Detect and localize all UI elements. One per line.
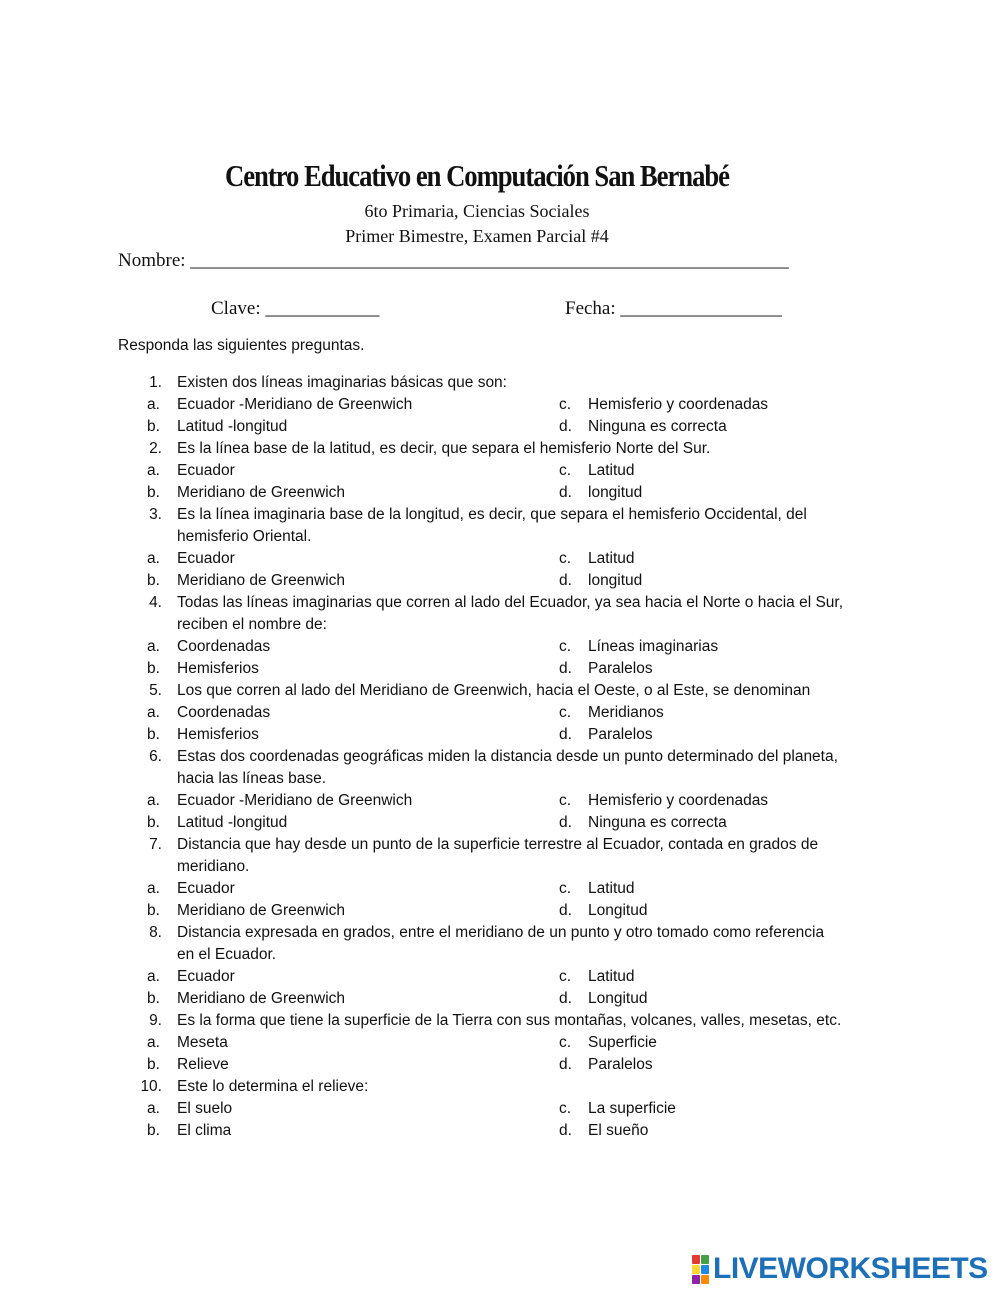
question-row [0, 834, 1000, 856]
option-row [0, 482, 1000, 504]
question-list [0, 372, 1000, 1142]
option-letter-d: d. [559, 990, 572, 1007]
question-number: 8. [149, 924, 162, 941]
option-letter-d: d. [559, 814, 572, 831]
question-row [0, 1076, 1000, 1098]
liveworksheets-icon [692, 1255, 709, 1284]
question-text: Es la línea imaginaria base de la longitud, es decir, que separa el hemisferio Occidental, del [177, 506, 807, 523]
answer-option-c[interactable]: Hemisferio y coordenadas [588, 396, 769, 413]
instructions: Responda las siguientes preguntas. [118, 337, 365, 354]
option-row [0, 1120, 1000, 1142]
option-row [0, 724, 1000, 746]
question-row [0, 1010, 1000, 1032]
answer-option-c[interactable]: Superficie [588, 1034, 657, 1051]
answer-option-c[interactable]: La superficie [588, 1100, 676, 1117]
option-row [0, 790, 1000, 812]
option-letter-c: c. [559, 880, 572, 897]
answer-option-a[interactable]: Meseta [177, 1034, 228, 1051]
question-row [0, 922, 1000, 944]
question-text-continued [0, 856, 1000, 878]
question-number: 10. [140, 1078, 162, 1095]
answer-option-b[interactable]: Meridiano de Greenwich [177, 902, 346, 919]
option-letter-d: d. [559, 1056, 572, 1073]
option-letter-d: d. [559, 1122, 572, 1139]
name-field[interactable]: Nombre: _______________________________________________________________ [118, 250, 789, 271]
option-letter-b: b. [147, 1122, 160, 1139]
answer-option-d[interactable]: Ninguna es correcta [588, 814, 727, 831]
option-row [0, 702, 1000, 724]
option-letter-d: d. [559, 484, 572, 501]
question-number: 3. [149, 506, 162, 523]
question-row [0, 372, 1000, 394]
option-letter-d: d. [559, 572, 572, 589]
answer-option-d[interactable]: longitud [588, 484, 643, 501]
answer-option-d[interactable]: Longitud [588, 990, 648, 1007]
option-letter-c: c. [559, 550, 572, 567]
question-text: Estas dos coordenadas geográficas miden la distancia desde un punto determinado del planeta, [177, 748, 838, 765]
answer-option-a[interactable]: Ecuador [177, 550, 235, 567]
option-row [0, 548, 1000, 570]
question-text: Es la forma que tiene la superficie de la Tierra con sus montañas, volcanes, valles, mesetas, etc. [177, 1012, 842, 1029]
question-text: reciben el nombre de: [177, 616, 327, 633]
option-letter-c: c. [559, 396, 572, 413]
option-letter-a: a. [147, 638, 160, 655]
brand-icon-tile [692, 1265, 700, 1274]
question-text: Los que corren al lado del Meridiano de Greenwich, hacia el Oeste, o al Este, se denominan [177, 682, 811, 699]
option-letter-a: a. [147, 396, 160, 413]
answer-option-c[interactable]: Meridianos [588, 704, 664, 721]
option-row [0, 416, 1000, 438]
answer-option-a[interactable]: Ecuador -Meridiano de Greenwich [177, 792, 413, 809]
option-letter-c: c. [559, 462, 572, 479]
key-field[interactable]: Clave: ____________ [211, 298, 380, 319]
option-row [0, 988, 1000, 1010]
question-text: hemisferio Oriental. [177, 528, 312, 545]
option-letter-a: a. [147, 968, 160, 985]
question-number: 4. [149, 594, 162, 611]
answer-option-a[interactable]: El suelo [177, 1100, 233, 1117]
option-letter-a: a. [147, 704, 160, 721]
option-letter-b: b. [147, 990, 160, 1007]
answer-option-b[interactable]: Meridiano de Greenwich [177, 484, 346, 501]
answer-option-d[interactable]: Ninguna es correcta [588, 418, 727, 435]
answer-option-b[interactable]: Latitud -longitud [177, 418, 288, 435]
brand-icon-tile [692, 1275, 700, 1284]
option-letter-d: d. [559, 418, 572, 435]
question-text-continued [0, 526, 1000, 548]
question-row [0, 504, 1000, 526]
answer-option-c[interactable]: Latitud [588, 880, 635, 897]
option-letter-b: b. [147, 1056, 160, 1073]
question-number: 5. [149, 682, 162, 699]
option-letter-c: c. [559, 1034, 572, 1051]
option-letter-d: d. [559, 902, 572, 919]
question-number: 2. [149, 440, 162, 457]
option-row [0, 570, 1000, 592]
option-row [0, 658, 1000, 680]
option-letter-c: c. [559, 704, 572, 721]
answer-option-a[interactable]: Ecuador -Meridiano de Greenwich [177, 396, 413, 413]
option-letter-c: c. [559, 638, 572, 655]
brand-icon-tile [692, 1255, 700, 1264]
answer-option-d[interactable]: Paralelos [588, 1056, 653, 1073]
option-letter-b: b. [147, 660, 160, 677]
option-letter-a: a. [147, 1100, 160, 1117]
option-letter-a: a. [147, 550, 160, 567]
option-letter-d: d. [559, 660, 572, 677]
option-letter-c: c. [559, 1100, 572, 1117]
question-number: 9. [149, 1012, 162, 1029]
answer-option-a[interactable]: Ecuador [177, 462, 235, 479]
answer-option-b[interactable]: El clima [177, 1122, 232, 1139]
option-letter-a: a. [147, 792, 160, 809]
brand-icon-tile [701, 1275, 709, 1284]
school-title: Centro Educativo en Computación San Bernabé [225, 158, 729, 193]
answer-option-b[interactable]: Latitud -longitud [177, 814, 288, 831]
option-row [0, 878, 1000, 900]
question-text: en el Ecuador. [177, 946, 277, 963]
question-number: 6. [149, 748, 162, 765]
question-row [0, 592, 1000, 614]
answer-option-c[interactable]: Latitud [588, 550, 635, 567]
option-letter-a: a. [147, 1034, 160, 1051]
option-letter-c: c. [559, 792, 572, 809]
option-row [0, 460, 1000, 482]
question-row [0, 746, 1000, 768]
answer-option-b[interactable]: Meridiano de Greenwich [177, 990, 346, 1007]
answer-option-c[interactable]: Líneas imaginarias [588, 638, 719, 655]
question-text: Distancia que hay desde un punto de la superficie terrestre al Ecuador, contada en grados de [177, 836, 819, 853]
option-letter-c: c. [559, 968, 572, 985]
question-row [0, 680, 1000, 702]
answer-option-a[interactable]: Coordenadas [177, 704, 271, 721]
option-letter-a: a. [147, 462, 160, 479]
option-letter-b: b. [147, 484, 160, 501]
answer-option-a[interactable]: Coordenadas [177, 638, 271, 655]
answer-option-d[interactable]: Paralelos [588, 726, 653, 743]
question-text-continued [0, 944, 1000, 966]
option-letter-b: b. [147, 814, 160, 831]
answer-option-a[interactable]: Ecuador [177, 880, 235, 897]
question-text: Este lo determina el relieve: [177, 1078, 369, 1095]
question-text: Todas las líneas imaginarias que corren al lado del Ecuador, ya sea hacia el Norte o hacia el Sur, [177, 594, 844, 611]
question-text: Existen dos líneas imaginarias básicas que son: [177, 374, 507, 391]
option-row [0, 1098, 1000, 1120]
answer-option-d[interactable]: Paralelos [588, 660, 653, 677]
answer-option-b[interactable]: Meridiano de Greenwich [177, 572, 346, 589]
answer-option-c[interactable]: Hemisferio y coordenadas [588, 792, 769, 809]
option-letter-b: b. [147, 572, 160, 589]
option-row [0, 1054, 1000, 1076]
question-row [0, 438, 1000, 460]
question-text: Es la línea base de la latitud, es decir, que separa el hemisferio Norte del Sur. [177, 440, 711, 457]
brand-name: LIVEWORKSHEETS [713, 1252, 988, 1285]
answer-option-b[interactable]: Relieve [177, 1056, 229, 1073]
option-letter-b: b. [147, 418, 160, 435]
grade-subject: 6to Primaria, Ciencias Sociales [364, 201, 590, 221]
option-letter-a: a. [147, 880, 160, 897]
option-letter-b: b. [147, 902, 160, 919]
answer-option-c[interactable]: Latitud [588, 462, 635, 479]
brand-icon-tile [701, 1265, 709, 1274]
question-text: hacia las líneas base. [177, 770, 327, 787]
option-row [0, 812, 1000, 834]
answer-option-d[interactable]: longitud [588, 572, 643, 589]
option-row [0, 966, 1000, 988]
answer-option-b[interactable]: Hemisferios [177, 726, 259, 743]
option-row [0, 394, 1000, 416]
answer-option-d[interactable]: El sueño [588, 1122, 649, 1139]
question-text: Distancia expresada en grados, entre el meridiano de un punto y otro tomado como referencia [177, 924, 825, 941]
option-row [0, 900, 1000, 922]
option-letter-d: d. [559, 726, 572, 743]
question-number: 1. [149, 374, 162, 391]
option-letter-b: b. [147, 726, 160, 743]
answer-option-b[interactable]: Hemisferios [177, 660, 259, 677]
option-row [0, 1032, 1000, 1054]
answer-option-d[interactable]: Longitud [588, 902, 648, 919]
question-text: meridiano. [177, 858, 250, 875]
date-field[interactable]: Fecha: _________________ [565, 298, 782, 319]
question-number: 7. [149, 836, 162, 853]
question-text-continued [0, 614, 1000, 636]
liveworksheets-logo [692, 1254, 988, 1284]
answer-option-c[interactable]: Latitud [588, 968, 635, 985]
brand-icon-tile [701, 1255, 709, 1264]
answer-option-a[interactable]: Ecuador [177, 968, 235, 985]
question-text-continued [0, 768, 1000, 790]
exam-name: Primer Bimestre, Examen Parcial #4 [345, 226, 609, 246]
option-row [0, 636, 1000, 658]
